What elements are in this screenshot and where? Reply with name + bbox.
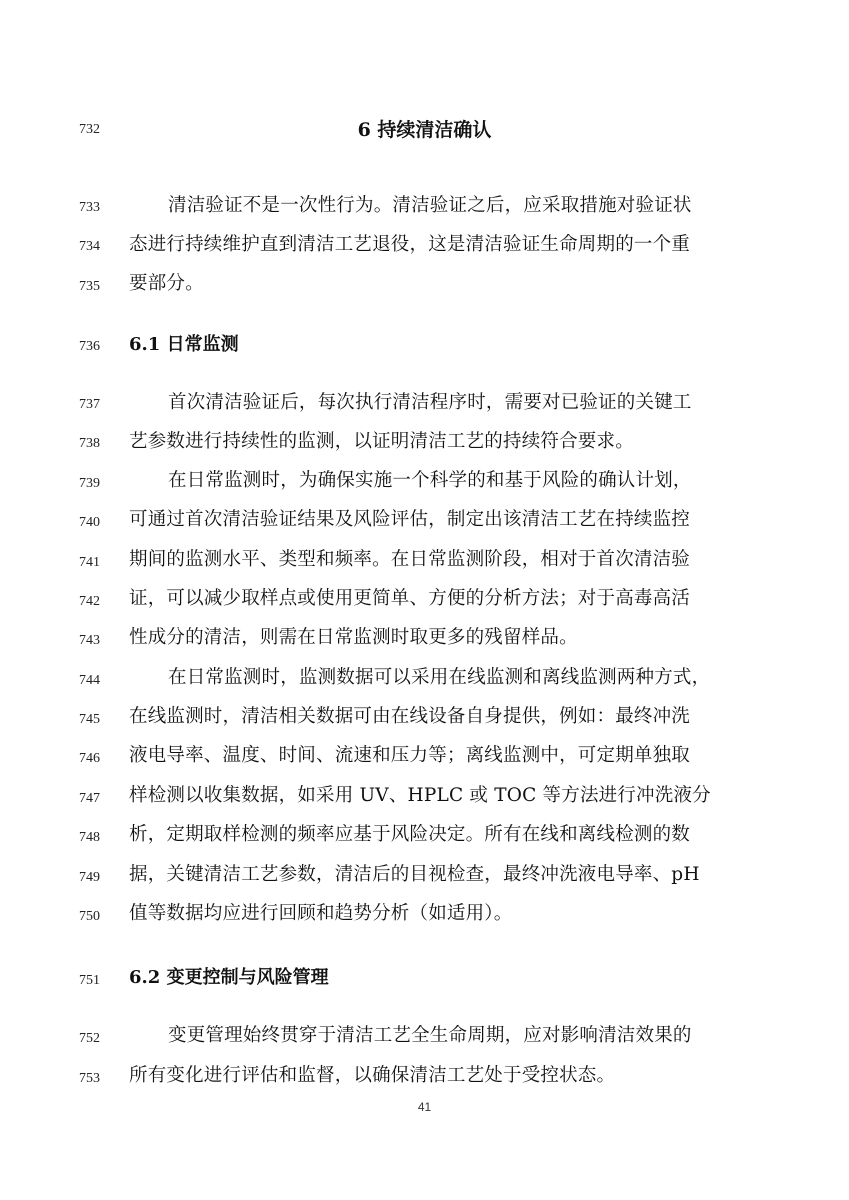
paragraph-line: 变更管理始终贯穿于清洁工艺全生命周期，应对影响清洁效果的: [168, 1025, 692, 1046]
line-number: 736: [79, 339, 100, 354]
paragraph-line: 要部分。: [129, 273, 204, 294]
paragraph-line: 态进行持续维护直到清洁工艺退役，这是清洁验证生命周期的一个重: [129, 234, 691, 255]
line-number: 741: [79, 555, 100, 570]
line-number: 735: [79, 279, 100, 294]
paragraph-line: 析，定期取样检测的频率应基于风险决定。所有在线和离线检测的数: [129, 824, 691, 845]
section-title: 6.1 日常监测: [129, 334, 239, 355]
section-title: 6.2 变更控制与风险管理: [129, 967, 329, 988]
paragraph-line: 液电导率、温度、时间、流速和压力等；离线监测中，可定期单独取: [129, 745, 691, 766]
line-number: 745: [79, 712, 100, 727]
page-number: 41: [417, 1100, 432, 1114]
paragraph-line: 可通过首次清洁验证结果及风险评估，制定出该清洁工艺在持续监控: [129, 509, 691, 530]
line-number: 733: [79, 200, 100, 215]
line-number: 746: [79, 751, 100, 766]
line-number: 747: [79, 791, 100, 806]
paragraph-line: 据，关键清洁工艺参数，清洁后的目视检查，最终冲洗液电导率、pH: [129, 864, 700, 885]
line-number: 744: [79, 673, 100, 688]
line-number: 739: [79, 476, 100, 491]
line-number: 750: [79, 909, 100, 924]
paragraph-line: 证，可以减少取样点或使用更简单、方便的分析方法；对于高毒高活: [129, 588, 691, 609]
paragraph-line: 清洁验证不是一次性行为。清洁验证之后，应采取措施对验证状: [168, 195, 692, 216]
line-number: 751: [79, 973, 100, 988]
paragraph-line: 在日常监测时，监测数据可以采用在线监测和离线监测两种方式，: [168, 667, 711, 688]
paragraph-line: 所有变化进行评估和监督，以确保清洁工艺处于受控状态。: [129, 1065, 616, 1086]
paragraph-line: 期间的监测水平、类型和频率。在日常监测阶段，相对于首次清洁验: [129, 549, 691, 570]
line-number: 752: [79, 1031, 100, 1046]
paragraph-line: 在日常监测时，为确保实施一个科学的和基于风险的确认计划，: [168, 470, 692, 491]
line-number: 732: [79, 122, 100, 137]
line-number: 738: [79, 436, 100, 451]
line-number: 749: [79, 870, 100, 885]
line-number: 737: [79, 397, 100, 412]
chapter-title: 6 持续清洁确认: [357, 119, 492, 141]
paragraph-line: 值等数据均应进行回顾和趋势分析（如适用）。: [129, 903, 513, 924]
line-number: 742: [79, 594, 100, 609]
line-number: 748: [79, 830, 100, 845]
paragraph-line: 在线监测时，清洁相关数据可由在线设备自身提供，例如：最终冲洗: [129, 706, 691, 727]
paragraph-line: 首次清洁验证后，每次执行清洁程序时，需要对已验证的关键工: [168, 392, 692, 413]
line-number: 740: [79, 515, 100, 530]
paragraph-line: 样检测以收集数据，如采用 UV、HPLC 或 TOC 等方法进行冲洗液分: [129, 785, 711, 806]
line-number: 753: [79, 1071, 100, 1086]
paragraph-line: 艺参数进行持续性的监测，以证明清洁工艺的持续符合要求。: [129, 431, 634, 452]
paragraph-line: 性成分的清洁，则需在日常监测时取更多的残留样品。: [129, 627, 578, 648]
line-number: 734: [79, 239, 100, 254]
line-number: 743: [79, 633, 100, 648]
